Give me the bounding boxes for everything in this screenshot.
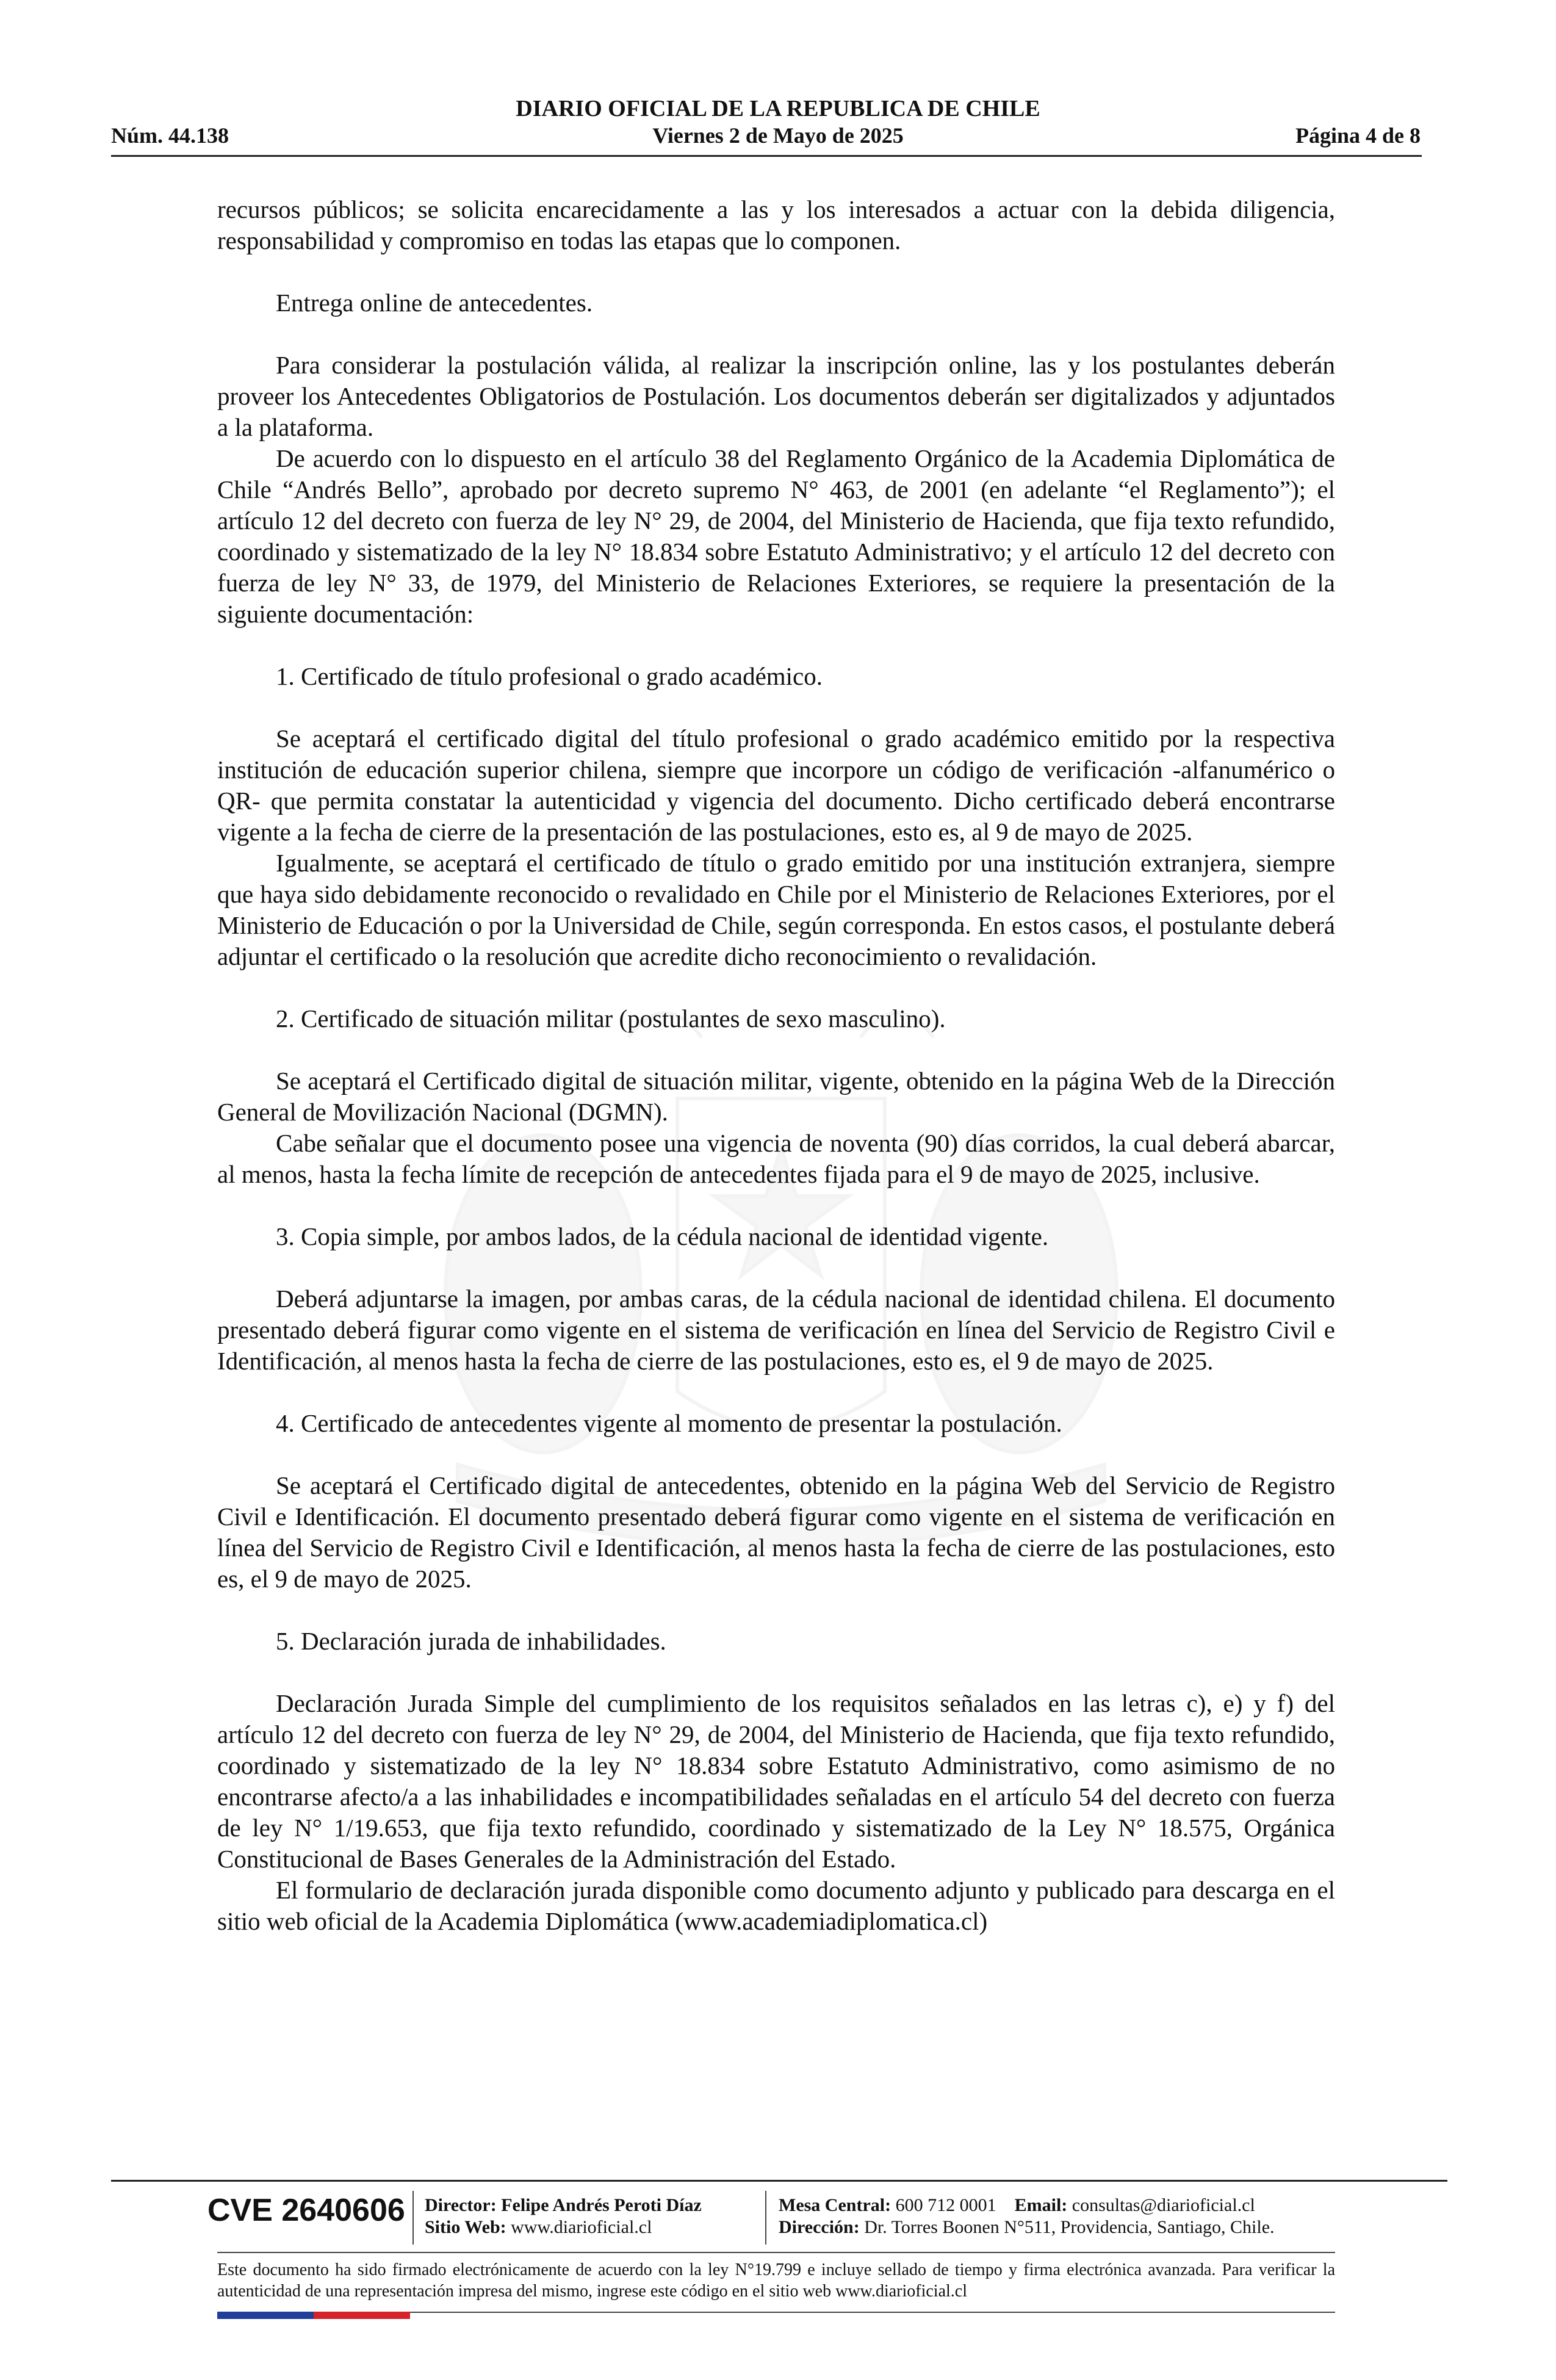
paragraph: Para considerar la postulación válida, al realizar la inscripción online, las y los postulantes deberán proveer los Antecedentes Obligatorios de Postulación. Los documentos deberán ser digitalizados y adjuntados a la plataforma. [217, 351, 1335, 441]
email-label: Email: [1014, 2195, 1068, 2215]
footer-divider [111, 2180, 1447, 2182]
list-heading-1: 1. Certificado de título profesional o grado académico. [276, 662, 823, 690]
legal-notice: Este documento ha sido firmado electrónicamente de acuerdo con la ley N°19.799 e incluye sellado de tiempo y firma electrónica avanzada. Para verificar la autenticidad de una representación impresa del mismo, ingrese este código en el sitio web www.diarioficial.cl [217, 2260, 1335, 2301]
page-number: Página 4 de 8 [1295, 123, 1421, 148]
paragraph: Se aceptará el Certificado digital de situación militar, vigente, obtenido en la página Web de la Dirección General de Movilización Nacional (DGMN). [217, 1067, 1335, 1126]
director-info [425, 2194, 702, 2238]
footer-separator [765, 2191, 766, 2245]
section-heading: Entrega online de antecedentes. [276, 289, 593, 317]
mesa-phone: 600 712 0001 [895, 2195, 996, 2215]
header-divider [111, 155, 1422, 157]
list-heading-4: 4. Certificado de antecedentes vigente al momento de presentar la postulación. [276, 1409, 1062, 1437]
paragraph: Cabe señalar que el documento posee una vigencia de noventa (90) días corridos, la cual deberá abarcar, al menos, hasta la fecha límite de recepción de antecedentes fijada para el 9 de mayo de 2025, inclusive. [217, 1129, 1335, 1188]
newspaper-title: DIARIO OFICIAL DE LA REPUBLICA DE CHILE [516, 96, 1040, 121]
paragraph: Se aceptará el certificado digital del título profesional o grado académico emitido por la respectiva institución de educación superior chilena, siempre que incorpore un código de verificación -alfanumérico o QR- que permita constatar la autenticidad y vigencia del documento. Dicho certificado deberá encontrarse vigente a la fecha de cierre de la presentación de las postulaciones, esto es, al 9 de mayo de 2025. [217, 724, 1335, 846]
paragraph: Se aceptará el Certificado digital de antecedentes, obtenido en la página Web del Servicio de Registro Civil e Identificación. El documento presentado deberá figurar como vigente en el sistema de verificación en línea del Servicio de Registro Civil e Identificación, al menos hasta la fecha de cierre de las postulaciones, esto es, el 9 de mayo de 2025. [217, 1471, 1335, 1593]
paragraph: El formulario de declaración jurada disponible como documento adjunto y publicado para descarga en el sitio web oficial de la Academia Diplomática (www.academiadiplomatica.cl) [217, 1876, 1335, 1935]
director-label: Director: [425, 2195, 497, 2215]
mesa-label: Mesa Central: [779, 2195, 891, 2215]
address-value: Dr. Torres Boonen N°511, Providencia, Santiago, Chile. [864, 2217, 1275, 2237]
list-heading-2: 2. Certificado de situación militar (postulantes de sexo masculino). [276, 1004, 946, 1033]
director-name: Felipe Andrés Peroti Díaz [501, 2195, 702, 2215]
contact-info [779, 2194, 1275, 2238]
flag-stripe [217, 2312, 410, 2319]
address-label: Dirección: [779, 2217, 860, 2237]
email-link[interactable]: consultas@diarioficial.cl [1072, 2195, 1255, 2215]
issue-number: Núm. 44.138 [111, 123, 229, 148]
paragraph: recursos públicos; se solicita encarecidamente a las y los interesados a actuar con la debida diligencia, responsabilidad y compromiso en todas las etapas que lo componen. [217, 195, 1335, 254]
footer-inner-divider [217, 2252, 1335, 2253]
site-link[interactable]: www.diarioficial.cl [511, 2217, 652, 2237]
paragraph: Igualmente, se aceptará el certificado de título o grado emitido por una institución extranjera, siempre que haya sido debidamente reconocido o revalidado en Chile por el Ministerio de Relaciones Exteriores, por el Ministerio de Educación o por la Universidad de Chile, según corresponda. En estos casos, el postulante deberá adjuntar el certificado o la resolución que acredite dicho reconocimiento o revalidación. [217, 849, 1335, 970]
flag-red-segment [314, 2312, 410, 2319]
issue-date: Viernes 2 de Mayo de 2025 [652, 123, 904, 148]
flag-blue-segment [217, 2312, 314, 2319]
list-heading-5: 5. Declaración jurada de inhabilidades. [276, 1627, 666, 1655]
site-label: Sitio Web: [425, 2217, 506, 2237]
paragraph: Declaración Jurada Simple del cumplimiento de los requisitos señalados en las letras c), e) y f) del artículo 12 del decreto con fuerza de ley N° 29, de 2004, del Ministerio de Hacienda, que fija texto refundido, coordinado y sistematizado de la ley N° 18.834 sobre Estatuto Administrativo, como asimismo de no encontrarse afecto/a a las inhabilidades e incompatibilidades señaladas en el artículo 54 del decreto con fuerza de ley N° 1/19.653, que fija texto refundido, coordinado y sistematizado de la Ley N° 18.575, Orgánica Constitucional de Bases Generales de la Administración del Estado. [217, 1689, 1335, 1873]
list-heading-3: 3. Copia simple, por ambos lados, de la cédula nacional de identidad vigente. [276, 1222, 1049, 1250]
paragraph: Deberá adjuntarse la imagen, por ambas caras, de la cédula nacional de identidad chilena. El documento presentado deberá figurar como vigente en el sistema de verificación en línea del Servicio de Registro Civil e Identificación, al menos hasta la fecha de cierre de las postulaciones, esto es, el 9 de mayo de 2025. [217, 1285, 1335, 1375]
cve-code: CVE 2640606 [207, 2193, 405, 2228]
document-body [217, 194, 1335, 1937]
footer-separator [412, 2191, 414, 2245]
paragraph: De acuerdo con lo dispuesto en el artículo 38 del Reglamento Orgánico de la Academia Diplomática de Chile “Andrés Bello”, aprobado por decreto supremo N° 463, de 2001 (en adelante “el Reglamento”); el artículo 12 del decreto con fuerza de ley N° 29, de 2004, del Ministerio de Hacienda, que fija texto refundido, coordinado y sistematizado de la ley N° 18.834 sobre Estatuto Administrativo; y el artículo 12 del decreto con fuerza de ley N° 33, de 1979, del Ministerio de Relaciones Exteriores, se requiere la presentación de la siguiente documentación: [217, 444, 1335, 628]
